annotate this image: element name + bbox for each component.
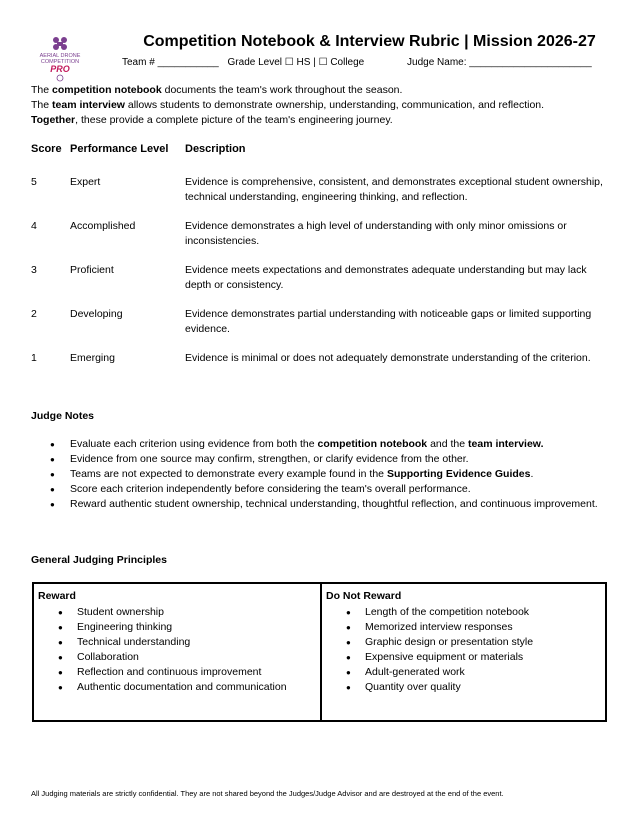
list-item: ● Quantity over quality — [346, 680, 533, 695]
confidentiality-footer: All Judging materials are strictly confidential. They are not shared beyond the Judges/Judge Advisor and are destroyed at the end of the event. — [31, 789, 504, 798]
header-fields — [122, 57, 598, 68]
list-item: ● Reflection and continuous improvement — [58, 665, 287, 680]
do-not-reward-title: Do Not Reward — [326, 590, 402, 602]
row-level: Developing — [70, 308, 123, 320]
list-item: ● Graphic design or presentation style — [346, 635, 533, 650]
list-item: ● Memorized interview responses — [346, 620, 533, 635]
list-item: ● Length of the competition notebook — [346, 605, 533, 620]
grade-level-field[interactable]: Grade Level ☐ HS | ☐ College — [227, 57, 365, 68]
judge-notes-list — [50, 437, 610, 512]
list-item: ● Evaluate each criterion using evidence from both the competition notebook and the team interview. — [50, 437, 610, 452]
list-item: ● Teams are not expected to demonstrate every example found in the Supporting Evidence Guides. — [50, 467, 610, 482]
description-header: Description — [185, 143, 246, 155]
list-item: ● Engineering thinking — [58, 620, 287, 635]
page-title: Competition Notebook & Interview Rubric | Mission 2026-27 — [143, 33, 596, 50]
reward-title: Reward — [38, 590, 76, 602]
list-item: ● Technical understanding — [58, 635, 287, 650]
list-item: ● Authentic documentation and communication — [58, 680, 287, 695]
reward-list — [58, 605, 287, 695]
team-number-field[interactable]: Team # ___________ — [122, 57, 219, 68]
row-level: Emerging — [70, 352, 115, 364]
row-score: 3 — [31, 264, 37, 276]
list-item: ● Reward authentic student ownership, technical understanding, thoughtful reflection, and continuous improvement. — [50, 497, 610, 512]
row-level: Proficient — [70, 264, 114, 276]
list-item: ● Evidence from one source may confirm, strengthen, or clarify evidence from the other. — [50, 452, 610, 467]
list-item: ● Adult-generated work — [346, 665, 533, 680]
svg-text:PRO: PRO — [50, 64, 70, 74]
list-item: ● Collaboration — [58, 650, 287, 665]
list-item: ● Expensive equipment or materials — [346, 650, 533, 665]
row-level: Accomplished — [70, 220, 136, 232]
performance-level-header: Performance Level — [70, 143, 169, 155]
row-level: Expert — [70, 176, 101, 188]
principles-table — [32, 582, 607, 722]
intro-text: The competition notebook documents the team's work throughout the season. The team interview allows students to demonstrate ownership, understanding, communication, and reflection. Together, these provide a complete picture of the team's engineering journey. — [31, 84, 545, 126]
do-not-reward-list — [346, 605, 533, 695]
list-item: ● Student ownership — [58, 605, 287, 620]
principles-title: General Judging Principles — [31, 554, 167, 566]
svg-text:COMPETITION: COMPETITION — [40, 59, 80, 65]
row-description: Evidence is comprehensive, consistent, and demonstrates exceptional student ownership, technical understanding, engineering thinking, and reflection. — [185, 176, 603, 203]
do-not-reward-column — [322, 584, 605, 720]
row-description: Evidence demonstrates partial understanding with noticeable gaps or limited supporting evidence. — [185, 308, 592, 335]
row-score: 2 — [31, 308, 37, 320]
row-description: Evidence meets expectations and demonstrates adequate understanding but may lack depth or consistency. — [185, 264, 587, 291]
row-description: Evidence demonstrates a high level of understanding with only minor omissions or inconsistencies. — [185, 220, 567, 247]
svg-text:AERIAL DRONE: AERIAL DRONE — [39, 53, 81, 59]
row-description: Evidence is minimal or does not adequately demonstrate understanding of the criterion. — [185, 352, 591, 364]
row-score: 5 — [31, 176, 37, 188]
reward-column — [34, 584, 322, 720]
score-header: Score — [31, 143, 62, 155]
row-score: 1 — [31, 352, 37, 364]
row-score: 4 — [31, 220, 37, 232]
list-item: ● Score each criterion independently before considering the team's overall performance. — [50, 482, 610, 497]
judge-notes-title: Judge Notes — [31, 410, 95, 422]
judge-name-field[interactable]: Judge Name: ______________________ — [407, 57, 592, 68]
